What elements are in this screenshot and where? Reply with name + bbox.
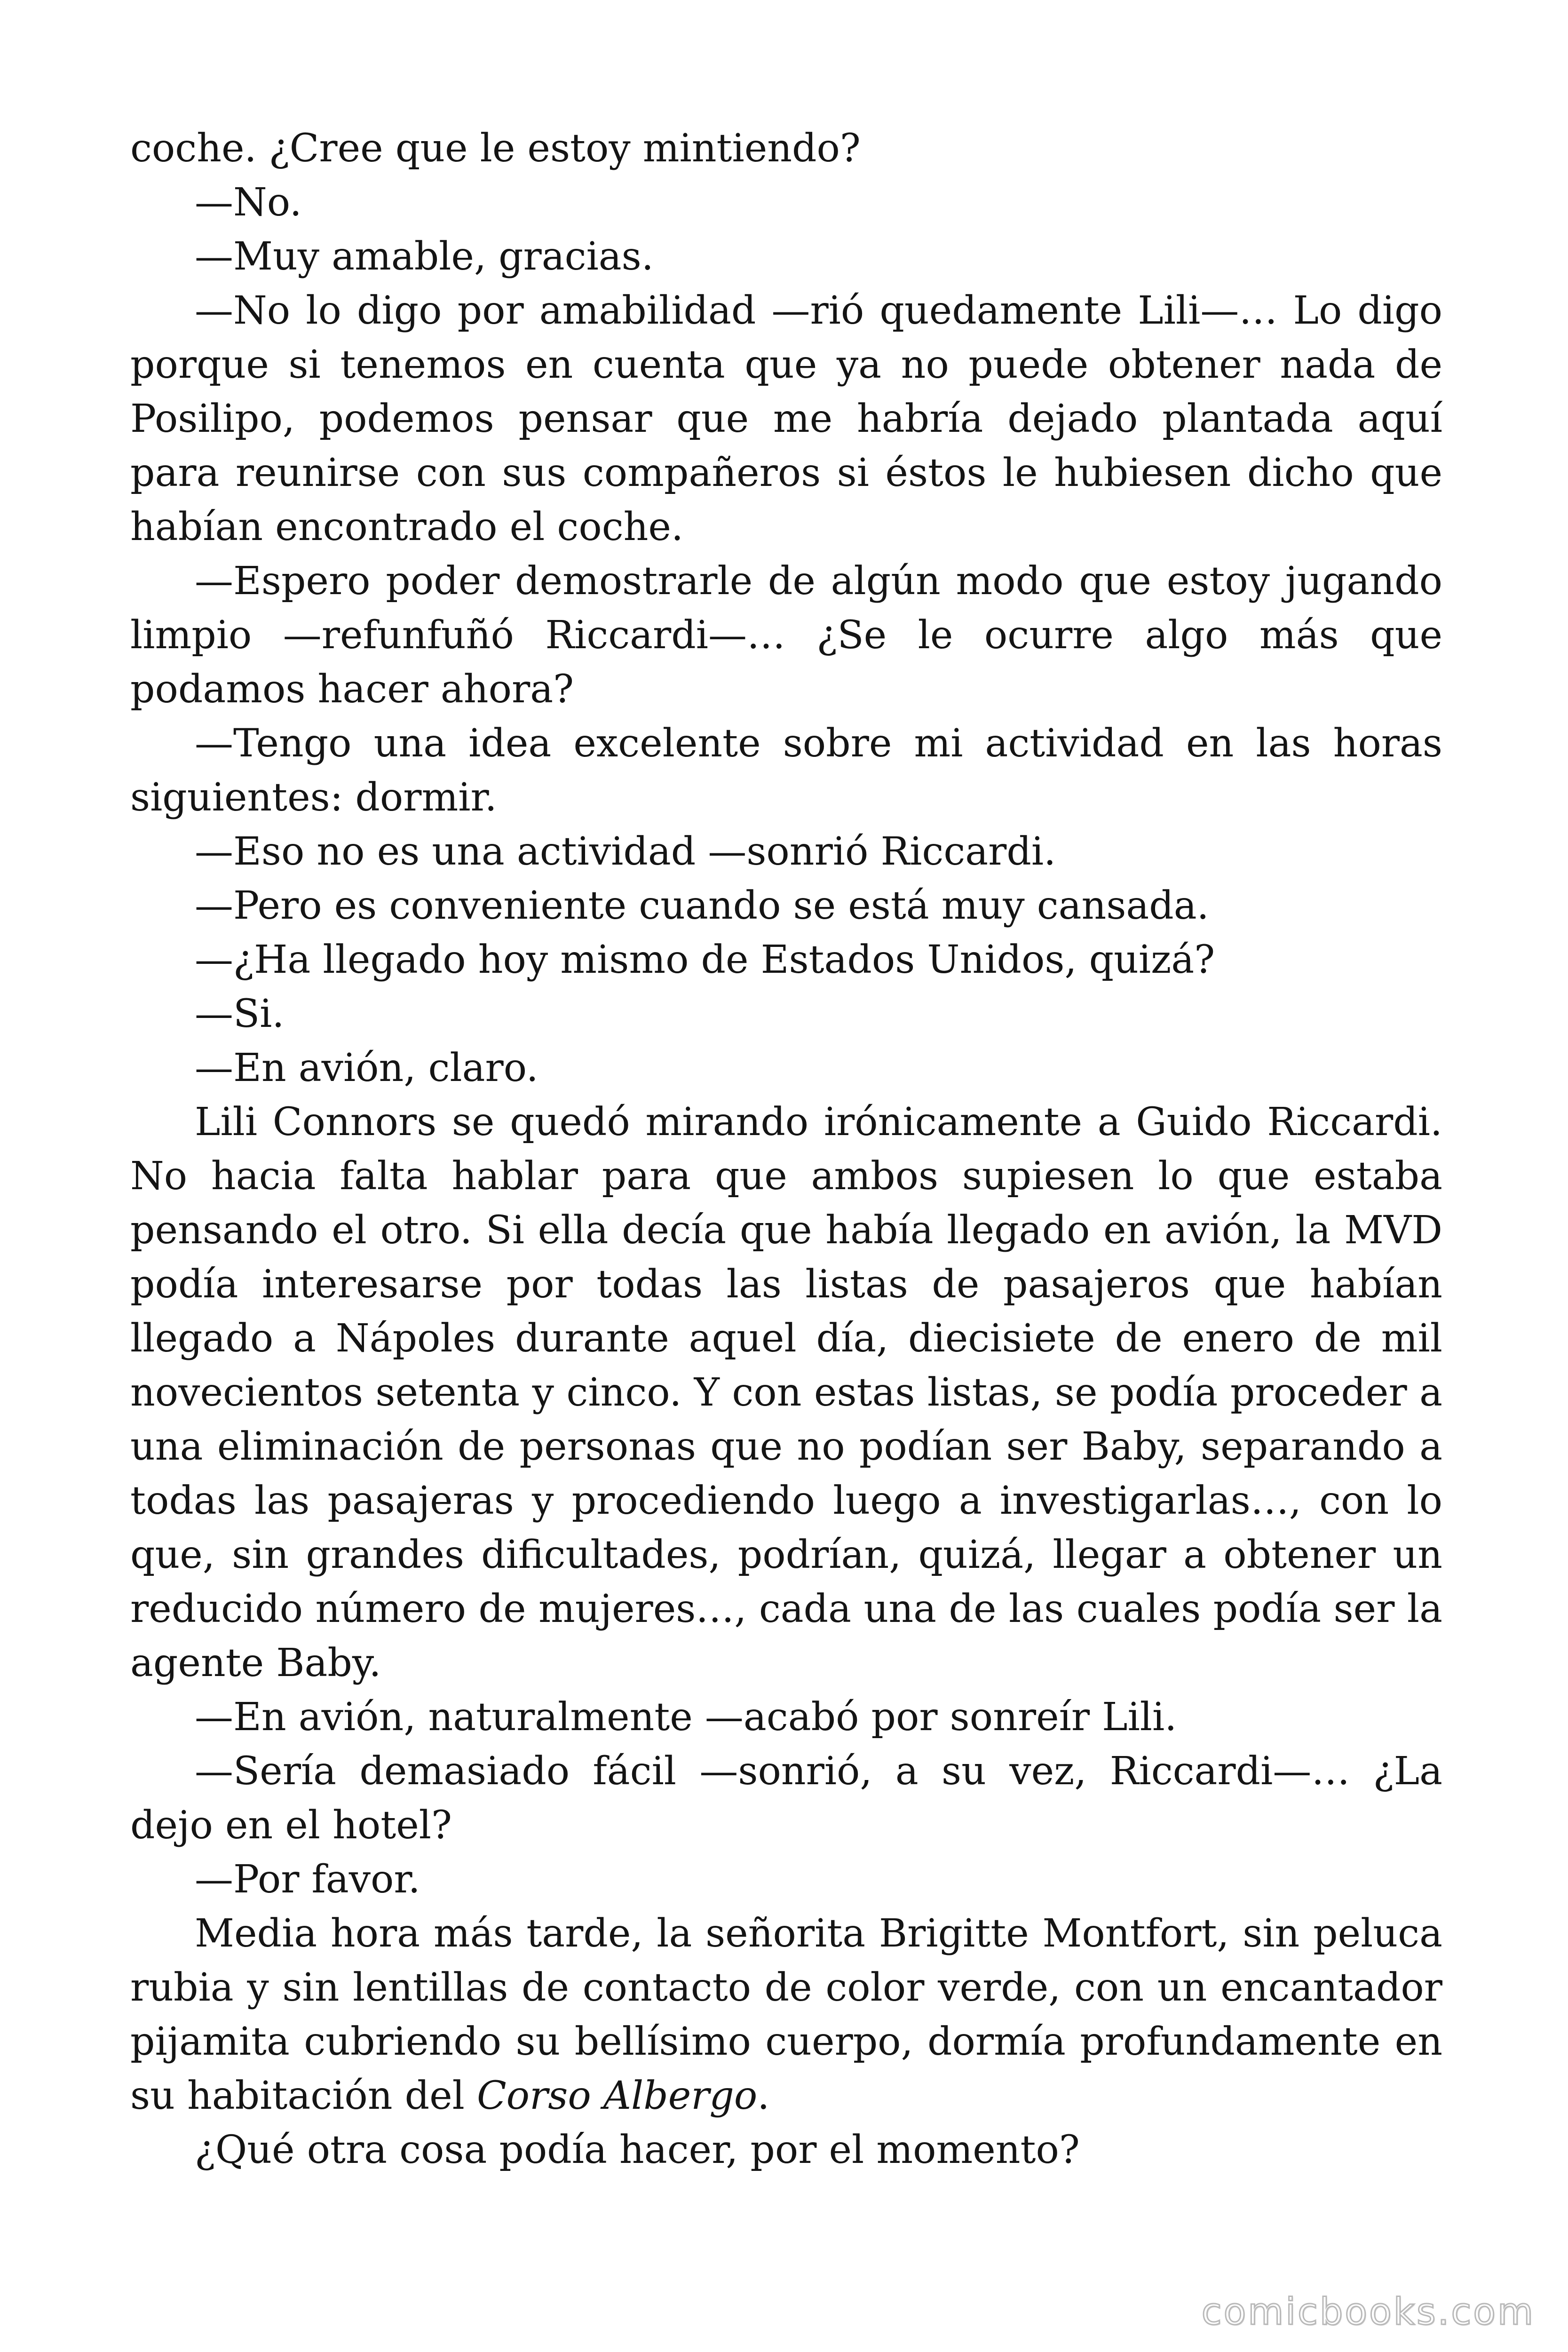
book-page-text [130, 121, 1442, 2177]
watermark-logo: comicbooks.com [1201, 2291, 1535, 2333]
dialogue-paragraph: —Espero poder demostrarle de algún modo que estoy jugando limpio —refunfuñó Riccardi—… ¿Se le ocurre algo más que podamos hacer ahora? [130, 559, 1442, 712]
dialogue-line: —En avión, naturalmente —acabó por sonreír Lili. [195, 1695, 1177, 1740]
dialogue-line: —Muy amable, gracias. [195, 234, 654, 279]
dialogue-line: —¿Ha llegado hoy mismo de Estados Unidos, quizá? [195, 938, 1215, 982]
paragraph-text: Media hora más tarde, la señorita Brigitte Montfort, sin peluca rubia y sin lentillas de contacto de color verde, con un encantador pijamita cubriendo su bellísimo cuerpo, dormía profundamente en su habitación del [130, 1911, 1442, 2118]
narrative-paragraph [130, 1907, 1442, 2123]
dialogue-line: —Por favor. [195, 1857, 420, 1902]
closing-line: ¿Qué otra cosa podía hacer, por el momento? [195, 2128, 1080, 2172]
narrative-paragraph: Lili Connors se quedó mirando irónicamente a Guido Riccardi. No hacia falta hablar para que ambos supiesen lo que estaba pensando el otro. Si ella decía que había llegado en avión, la MVD podía interesarse por todas las listas de pasajeros que habían llegado a Nápoles durante aquel día, diecisiete de enero de mil novecientos setenta y cinco. Y con estas listas, se podía proceder a una eliminación de personas que no podían ser Baby, separando a todas las pasajeras y procediendo luego a investigarlas…, con lo que, sin grandes dificultades, podrían, quizá, llegar a obtener un reducido número de mujeres…, cada una de las cuales podía ser la agente Baby. [130, 1100, 1442, 1685]
dialogue-line: —Si. [195, 992, 285, 1036]
dialogue-paragraph: —No lo digo por amabilidad —rió quedamente Lili—… Lo digo porque si tenemos en cuenta que ya no puede obtener nada de Posilipo, podemos pensar que me habría dejado plantada aquí para reunirse con sus compañeros si éstos le hubiesen dicho que habían encontrado el coche. [130, 288, 1442, 549]
hotel-name-italic: Corso Albergo [476, 2074, 758, 2118]
dialogue-paragraph: —Sería demasiado fácil —sonrió, a su vez, Riccardi—… ¿La dejo en el hotel? [130, 1749, 1442, 1848]
dialogue-paragraph: —Tengo una idea excelente sobre mi actividad en las horas siguientes: dormir. [130, 721, 1442, 820]
dialogue-line: —Eso no es una actividad —sonrió Riccardi. [195, 829, 1056, 874]
dialogue-line: —No. [195, 180, 302, 225]
dialogue-line: —En avión, claro. [195, 1046, 539, 1090]
period: . [757, 2074, 770, 2118]
dialogue-line: —Pero es conveniente cuando se está muy cansada. [195, 883, 1209, 928]
paragraph: coche. ¿Cree que le estoy mintiendo? [130, 126, 861, 171]
